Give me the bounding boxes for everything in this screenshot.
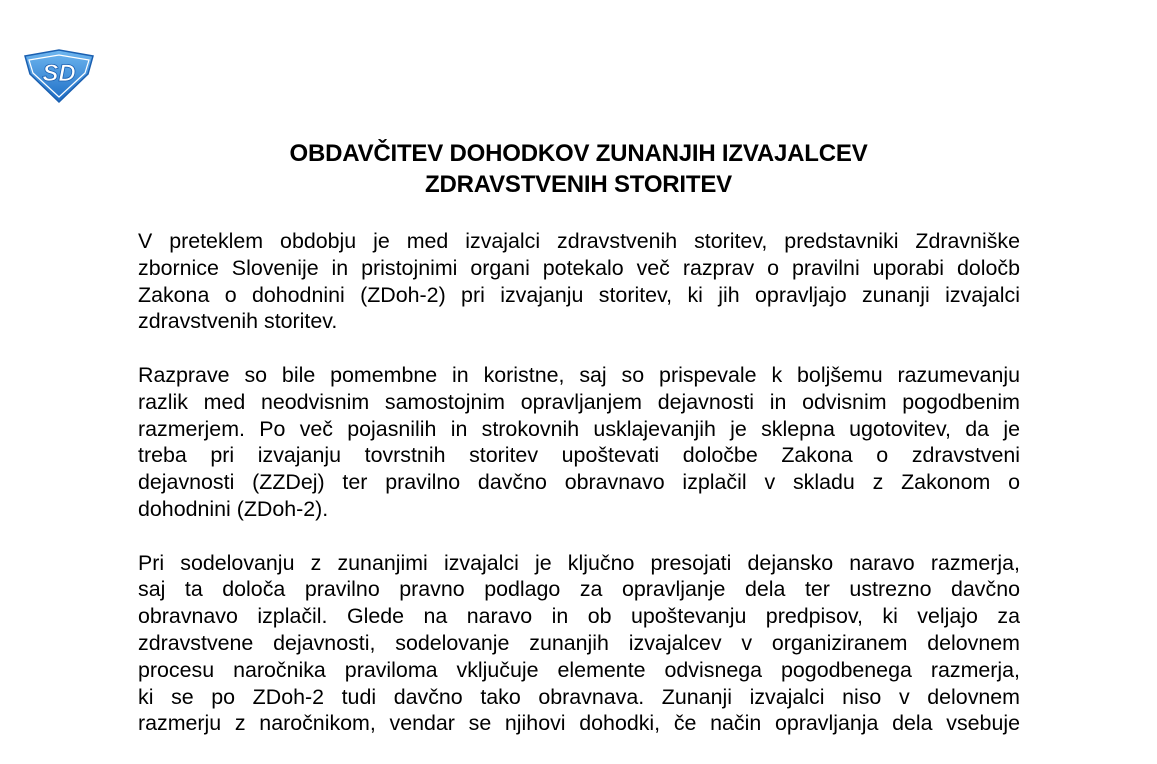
paragraph-2 xyxy=(138,362,1020,523)
paragraph-line: dejavnosti (ZZDej) ter pravilno davčno obravnavo izplačil v skladu z Zakonom o xyxy=(138,470,1020,495)
paragraph-line: V preteklem obdobju je med izvajalci zdravstvenih storitev, predstavniki Zdravniške xyxy=(138,229,1020,253)
logo xyxy=(22,48,96,104)
paragraph-line: zdravstvenih storitev. xyxy=(138,309,338,334)
shield-logo-icon xyxy=(22,48,96,104)
paragraph-line: Razprave so bile pomembne in koristne, saj so prispevale k boljšemu razumevanju xyxy=(138,362,1020,387)
paragraph-line: saj ta določa pravilno pravno podlago za opravljanje dela ter ustrezno davčno xyxy=(138,577,1020,602)
title-line-2: ZDRAVSTVENIH STORITEV xyxy=(425,171,732,198)
paragraph-line: procesu naročnika praviloma vključuje elemente odvisnega pogodbenega razmerja, xyxy=(138,657,1020,682)
paragraph-line: obravnavo izplačil. Glede na naravo in ob upoštevanju predpisov, ki veljajo za xyxy=(138,604,1020,629)
paragraph-line: zbornice Slovenije in pristojnimi organi potekalo več razprav o pravilni uporabi določb xyxy=(138,255,1020,280)
paragraph-line: razmerju z naročnikom, vendar se njihovi dohodki, če način opravljanja dela vsebuje xyxy=(138,711,1020,736)
paragraph-3 xyxy=(138,550,1020,738)
document-body xyxy=(138,228,1020,764)
paragraph-line: dohodnini (ZDoh-2). xyxy=(138,496,329,521)
paragraph-line: zdravstvene dejavnosti, sodelovanje zunanjih izvajalcev v organiziranem delovnem xyxy=(138,630,1020,655)
paragraph-line: razmerjem. Po več pojasnilih in strokovnih usklajevanjih je sklepna ugotovitev, da je xyxy=(138,416,1020,441)
document-title xyxy=(0,138,1157,200)
paragraph-line: Pri sodelovanju z zunanjimi izvajalci je ključno presojati dejansko naravo razmerja, xyxy=(138,550,1020,575)
paragraph-line: ki se po ZDoh-2 tudi davčno tako obravnava. Zunanji izvajalci niso v delovnem xyxy=(138,684,1020,709)
paragraph-line: Zakona o dohodnini (ZDoh-2) pri izvajanju storitev, ki jih opravljajo zunanji izvajalci xyxy=(138,282,1020,307)
title-line-1: OBDAVČITEV DOHODKOV ZUNANJIH IZVAJALCEV xyxy=(289,140,868,167)
paragraph-line: treba pri izvajanju tovrstnih storitev upoštevati določbe Zakona o zdravstveni xyxy=(138,443,1020,468)
paragraph-line: razlik med neodvisnim samostojnim opravljanjem dejavnosti in odvisnim pogodbenim xyxy=(138,389,1020,414)
logo-text: SD xyxy=(42,60,76,87)
paragraph-1 xyxy=(138,228,1020,335)
